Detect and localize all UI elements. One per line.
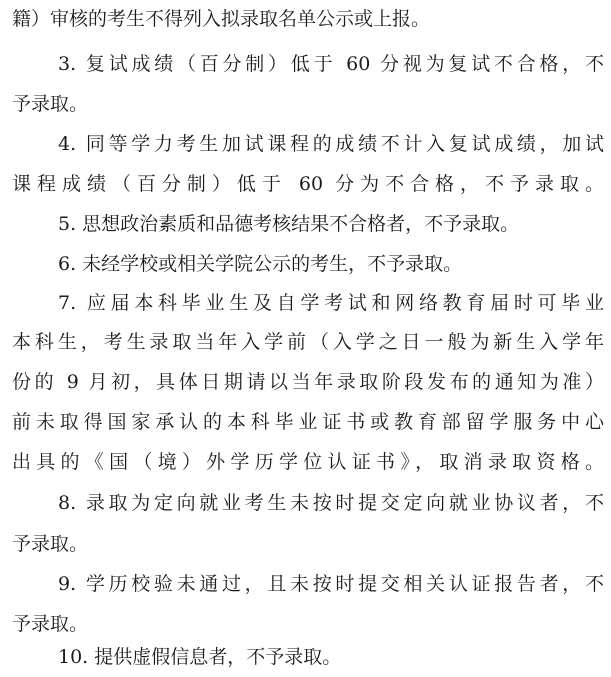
text-line: 前未取得国家承认的本科毕业证书或教育部留学服务中心 <box>12 411 604 433</box>
text-line: 份的 9 月初，具体日期请以当年录取阶段发布的通知为准） <box>12 371 604 393</box>
text-line: 10. 提供虚假信息者，不予录取。 <box>58 646 342 668</box>
text-line: 籍）审核的考生不得列入拟录取名单公示或上报。 <box>12 8 431 30</box>
text-line: 9. 学历校验未通过，且未按时提交相关认证报告者，不 <box>58 573 604 595</box>
text-line: 课程成绩（百分制）低于 60 分为不合格，不予录取。 <box>12 173 604 195</box>
text-line: 予录取。 <box>12 613 89 635</box>
text-line: 予录取。 <box>12 533 89 555</box>
text-line: 3. 复试成绩（百分制）低于 60 分视为复试不合格，不 <box>58 53 604 75</box>
text-line: 4. 同等学力考生加试课程的成绩不计入复试成绩，加试 <box>58 133 604 155</box>
text-line: 7. 应届本科毕业生及自学考试和网络教育届时可毕业 <box>58 292 604 314</box>
text-line: 本科生，考生录取当年入学前（入学之日一般为新生入学年 <box>12 331 604 353</box>
text-line: 6. 未经学校或相关学院公示的考生，不予录取。 <box>58 253 463 275</box>
text-line: 5. 思想政治素质和品德考核结果不合格者，不予录取。 <box>58 213 520 235</box>
text-line: 8. 录取为定向就业考生未按时提交定向就业协议者，不 <box>58 492 604 514</box>
text-line: 出具的《国（境）外学历学位认证书》，取消录取资格。 <box>12 451 604 473</box>
text-line: 予录取。 <box>12 93 89 115</box>
